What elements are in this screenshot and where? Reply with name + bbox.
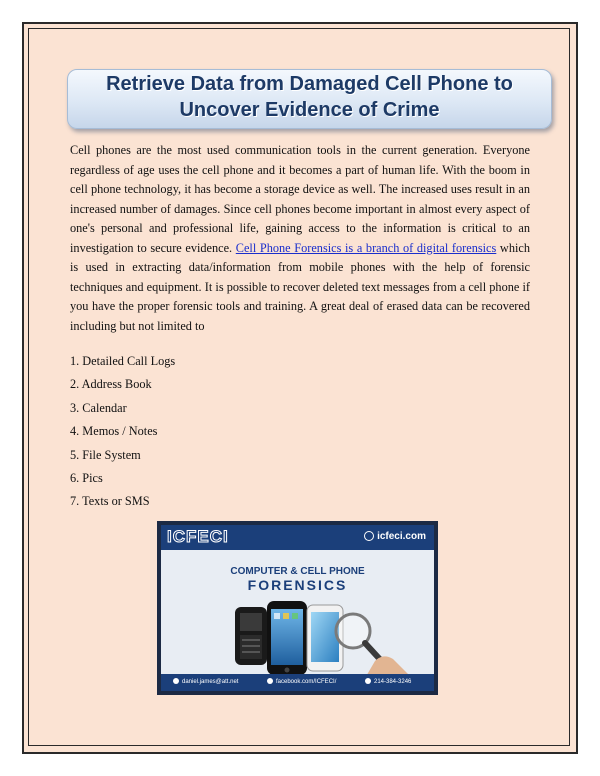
- phones-illustration: [161, 595, 434, 685]
- facebook-contact: [267, 678, 336, 685]
- globe-icon: [364, 531, 374, 541]
- list-item: 4. Memos / Notes: [70, 424, 158, 439]
- blackberry-phone-icon: [235, 607, 267, 665]
- promo-headline: COMPUTER & CELL PHONE: [230, 566, 365, 577]
- promo-subheadline: FORENSICS: [247, 577, 348, 593]
- website-text: icfeci.com: [377, 531, 426, 542]
- iphone-icon: [267, 601, 307, 675]
- list-item: 3. Calendar: [70, 400, 127, 415]
- list-item: 7. Texts or SMS: [70, 494, 150, 509]
- list-item: 5. File System: [70, 447, 141, 462]
- intro-text-after-link: which is used in extracting data/information from mobile phones with the help of forensic techniques and equipment. It is possible to recover deleted text messages from a cell phone if you have the proper forensic tools and training. A great deal of erased data can be recovered including but not limited to: [70, 240, 530, 333]
- phone-contact: [365, 678, 411, 685]
- page-title: [67, 71, 552, 123]
- promo-contact-bar: [161, 674, 434, 691]
- intro-paragraph: [70, 141, 530, 336]
- list-item: 1. Detailed Call Logs: [70, 354, 176, 368]
- email-contact: [173, 678, 238, 685]
- facebook-icon: [267, 678, 273, 684]
- title-line-2: Uncover Evidence of Crime: [179, 99, 440, 121]
- email-icon: [173, 678, 179, 684]
- promo-banner: [161, 525, 434, 691]
- phone-icon: [365, 678, 371, 684]
- list-item: 2. Address Book: [70, 377, 152, 392]
- phone-text: 214-384-3246: [374, 679, 412, 685]
- email-text: daniel.james@att.net: [182, 679, 239, 685]
- list-item: 6. Pics: [70, 470, 103, 485]
- brand-logo: ICFECI: [167, 527, 229, 546]
- title-line-1: Retrieve Data from Damaged Cell Phone to: [106, 73, 513, 95]
- facebook-text: facebook.com/ICFECI/: [276, 679, 337, 685]
- recoverable-data-list: [70, 350, 175, 514]
- intro-text-before-link: Cell phones are the most used communication tools in the current generation. Everyone regardless of age uses the cell phone and it becomes a part of human life. With the boom in cell phone technology, it has become a storage device as well. The increased uses result in an increased number of damages. Since cell phones become important in almost every aspect of one's personal and professional life, gaining access to the information is critical to an investigation to secure evidence.: [70, 143, 530, 255]
- digital-forensics-link[interactable]: Cell Phone Forensics is a branch of digital forensics: [235, 240, 497, 255]
- website-label: [364, 531, 426, 542]
- promo-image: [157, 521, 438, 695]
- promo-header: [161, 525, 434, 550]
